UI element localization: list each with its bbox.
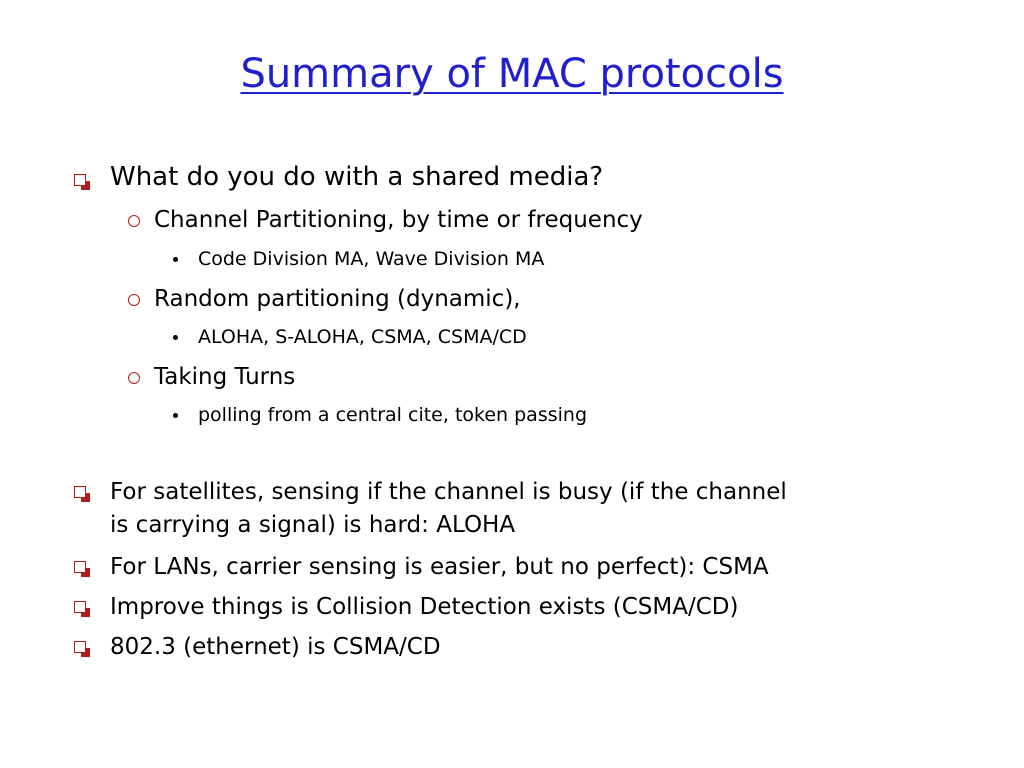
circle-bullet-icon — [128, 294, 140, 306]
bullet-item-collision-detection: Improve things is Collision Detection exists (CSMA/CD) — [110, 594, 739, 620]
square-bullet-icon — [74, 601, 86, 613]
dot-bullet-icon — [173, 413, 178, 418]
circle-bullet-icon — [128, 372, 140, 384]
slide-title — [0, 48, 1024, 100]
bullet-item-satellites-line2: is carrying a signal) is hard: ALOHA — [110, 512, 516, 538]
detail-item-aloha: ALOHA, S-ALOHA, CSMA, CSMA/CD — [198, 326, 527, 348]
square-bullet-icon — [74, 641, 86, 653]
sub-item-random-partitioning: Random partitioning (dynamic), — [154, 286, 521, 312]
square-bullet-icon — [74, 486, 86, 498]
dot-bullet-icon — [173, 257, 178, 262]
sub-item-channel-partitioning: Channel Partitioning, by time or frequency — [154, 207, 643, 233]
square-bullet-icon — [74, 174, 86, 186]
detail-item-code-division: Code Division MA, Wave Division MA — [198, 248, 545, 270]
bullet-item-shared-media: What do you do with a shared media? — [110, 162, 604, 192]
dot-bullet-icon — [173, 335, 178, 340]
bullet-item-lans: For LANs, carrier sensing is easier, but no perfect): CSMA — [110, 554, 769, 580]
sub-item-taking-turns: Taking Turns — [154, 364, 296, 390]
bullet-item-satellites-line1: For satellites, sensing if the channel is busy (if the channel — [110, 479, 787, 505]
bullet-item-ethernet: 802.3 (ethernet) is CSMA/CD — [110, 634, 441, 660]
circle-bullet-icon — [128, 215, 140, 227]
slide-title-text: Summary of MAC protocols — [240, 51, 784, 97]
detail-item-polling: polling from a central cite, token passing — [198, 404, 587, 426]
square-bullet-icon — [74, 561, 86, 573]
